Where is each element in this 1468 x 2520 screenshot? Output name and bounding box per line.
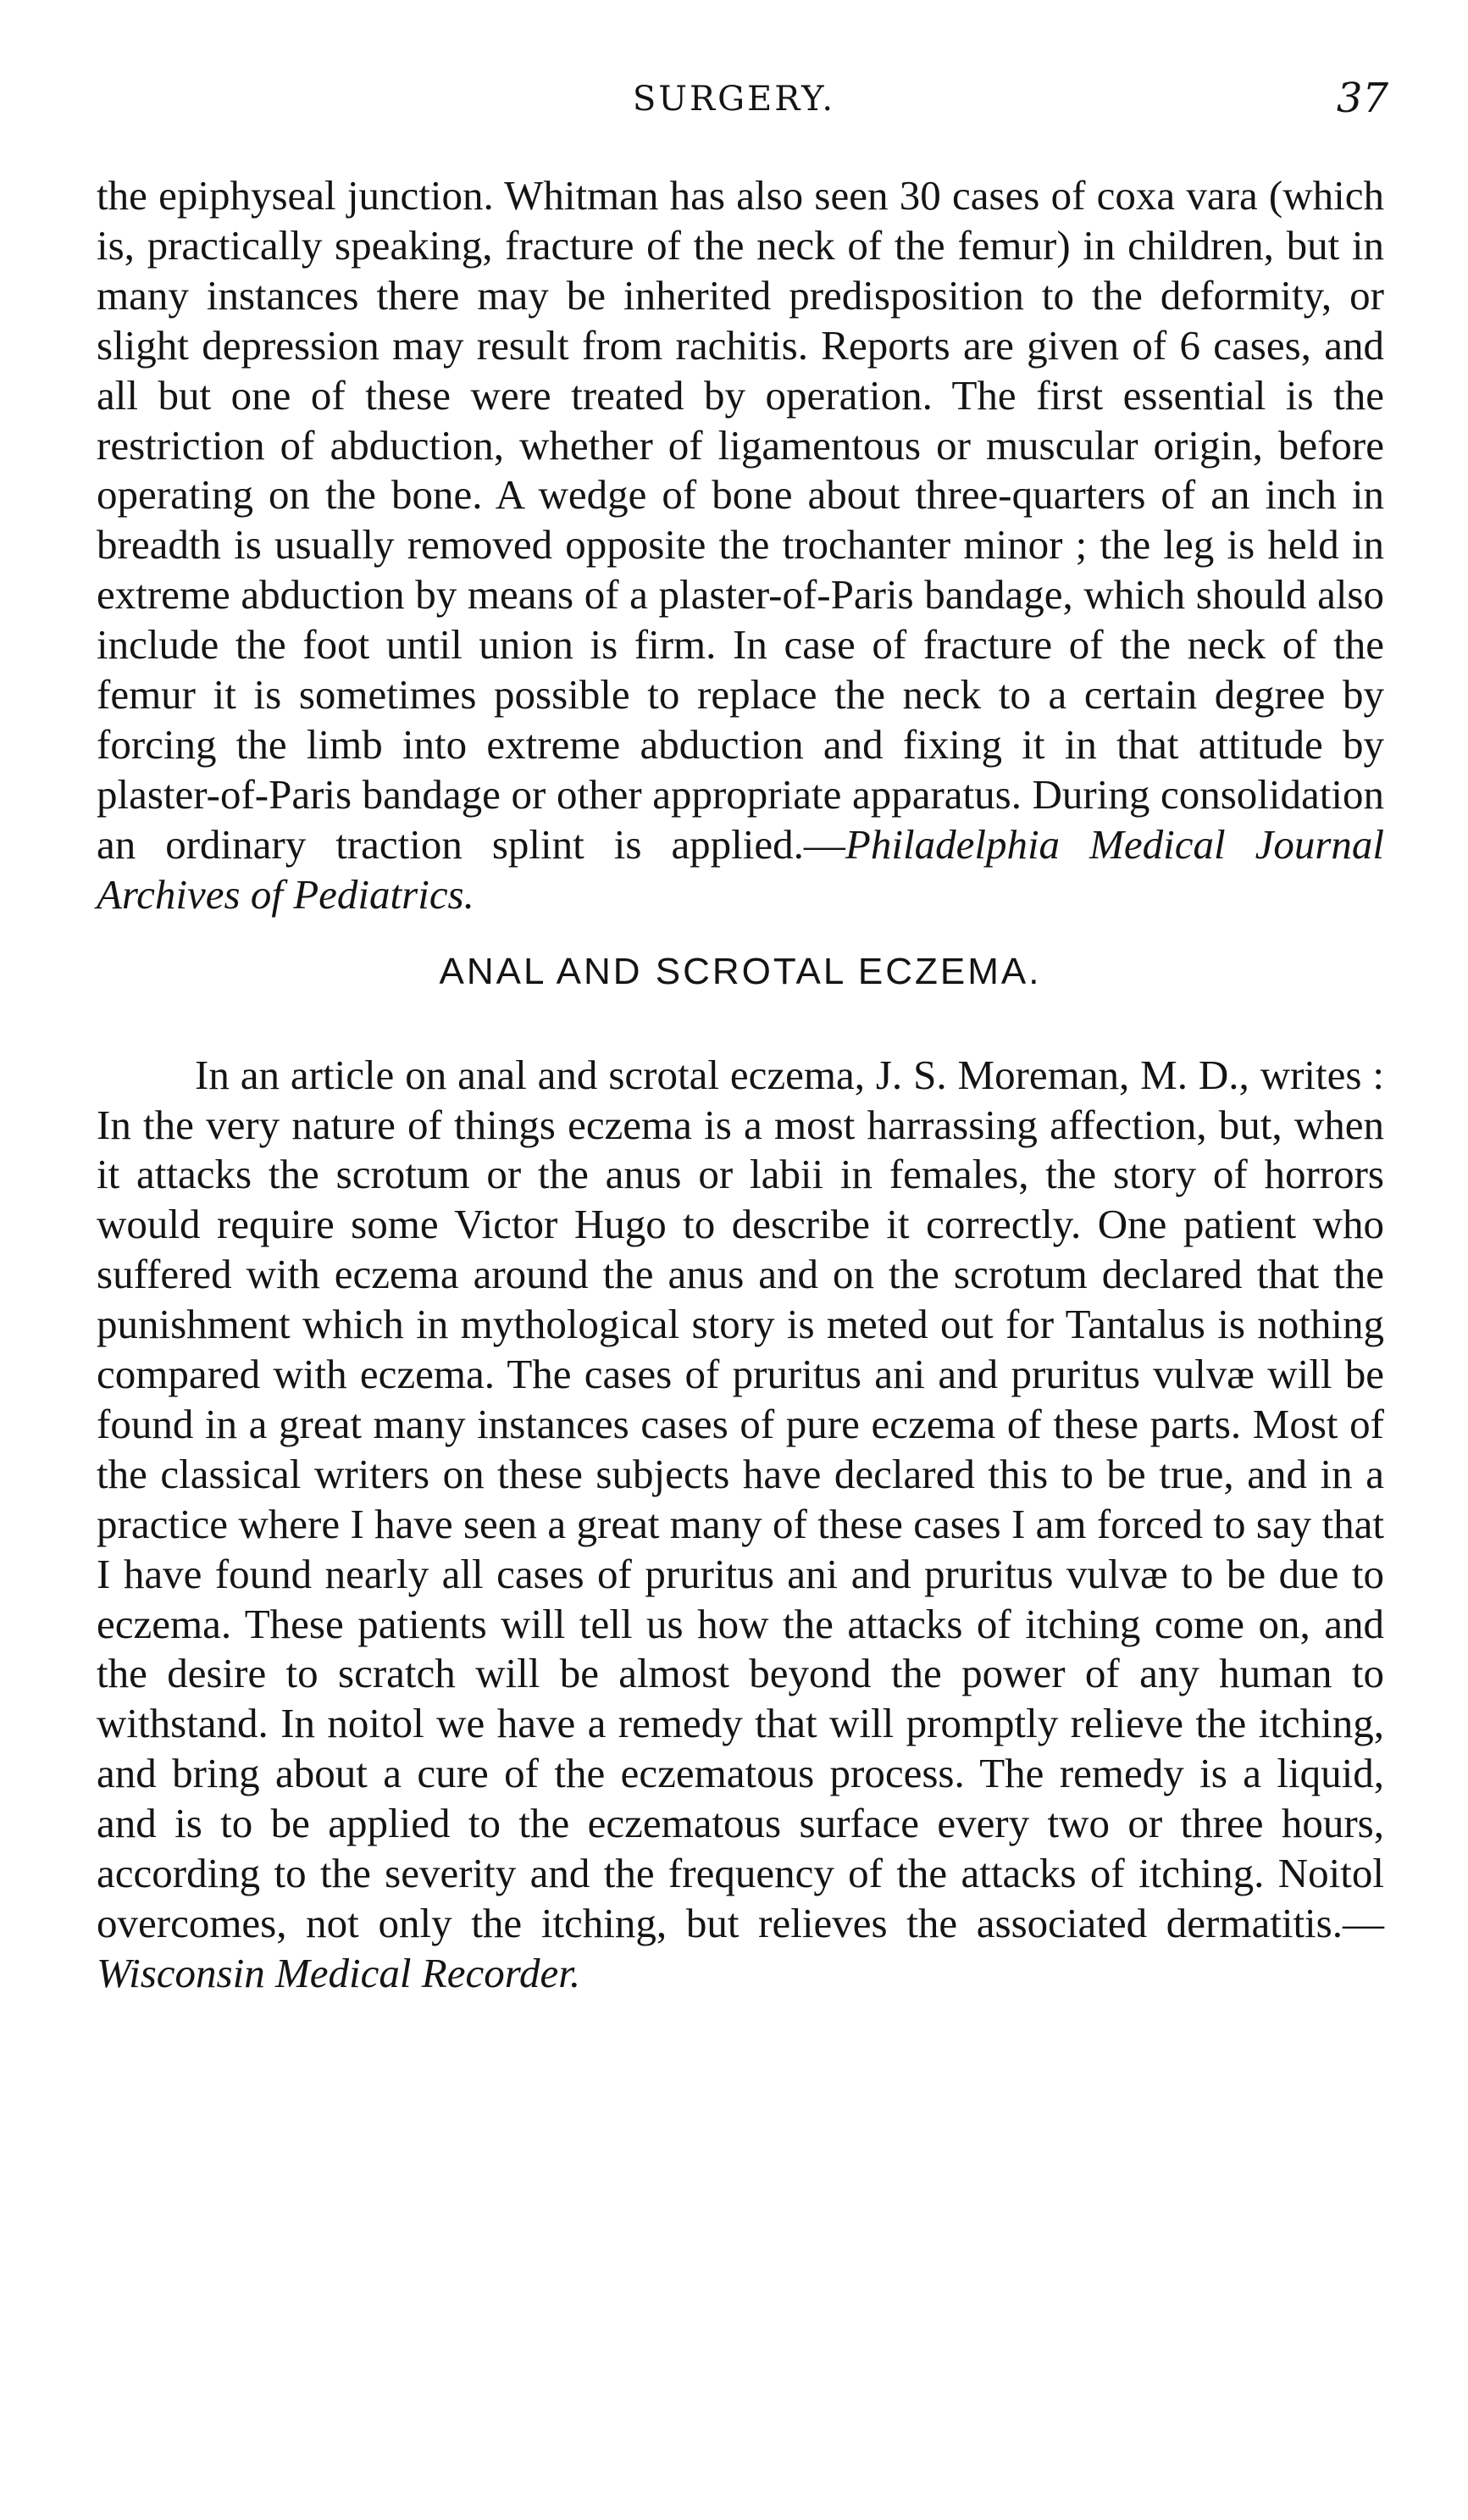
source-citation: Wisconsin Medical Recorder. [97, 1949, 581, 1996]
paragraph-coxa-vara-text: the epiphyseal junction. Whitman has also seen 30 cases of coxa vara (which is, practically speaking, fracture of the neck of the femur) in children, but in many instances there may be inherited predisposition to the deformity, or slight depression may result from rachitis. Reports are given of 6 cases, and all but one of these were treated by operation. The first essential is the restriction of abduction, whether of ligamentous or muscular origin, before operating on the bone. A wedge of bone about three-quarters of an inch in breadth is usually removed opposite the trochanter minor ; the leg is held in extreme abduction by means of a plaster-of-Paris bandage, which should also include the foot until union is firm. In case of fracture of the neck of the femur it is sometimes possible to replace the neck to a certain degree by forcing the limb into extreme abduction and fixing it in that attitude by plaster-of-Paris bandage or other appropriate apparatus. During consolidation an ordinary traction splint is applied.— [97, 172, 1384, 868]
paragraph-eczema-text: In an article on anal and scrotal eczema, J. S. Moreman, M. D., writes : In the very nature of things eczema is a most harrassing affection, but, when it attacks the scrotum or the anus or labii in females, the story of horrors would require some Victor Hugo to describe it correctly. One patient who suffered with eczema around the anus and on the scrotum declared that the punishment which in mythological story is meted out for Tantalus is nothing compared with eczema. The cases of pruritus ani and pruritus vulvæ will be found in a great many instances cases of pure eczema of these parts. Most of the classical writers on these subjects have declared this to be true, and in a practice where I have seen a great many of these cases I am forced to say that I have found nearly all cases of pruritus ani and pruritus vulvæ to be due to eczema. These patients will tell us how the attacks of itching come on, and the desire to scratch will be almost beyond the power of any human to withstand. In noitol we have a remedy that will promptly relieve the itching, and bring about a cure of the eczematous process. The remedy is a liquid, and is to be applied to the eczematous surface every two or three hours, according to the severity and the frequency of the attacks of itching. Noitol overcomes, not only the itching, but relieves the associated dermatitis.— [97, 1051, 1384, 1946]
page-number: 37 [1336, 75, 1388, 122]
source-citation: Philadelphia Medical Journal Archives of Pediatrics. [97, 820, 1385, 918]
page-body [97, 171, 1384, 1999]
section-heading: ANAL AND SCROTAL ECZEMA. [439, 950, 1042, 992]
running-title: SURGERY. [632, 80, 836, 119]
paragraph-coxa-vara [97, 171, 1384, 920]
running-head [0, 75, 1468, 125]
paragraph-eczema [97, 1051, 1384, 1999]
